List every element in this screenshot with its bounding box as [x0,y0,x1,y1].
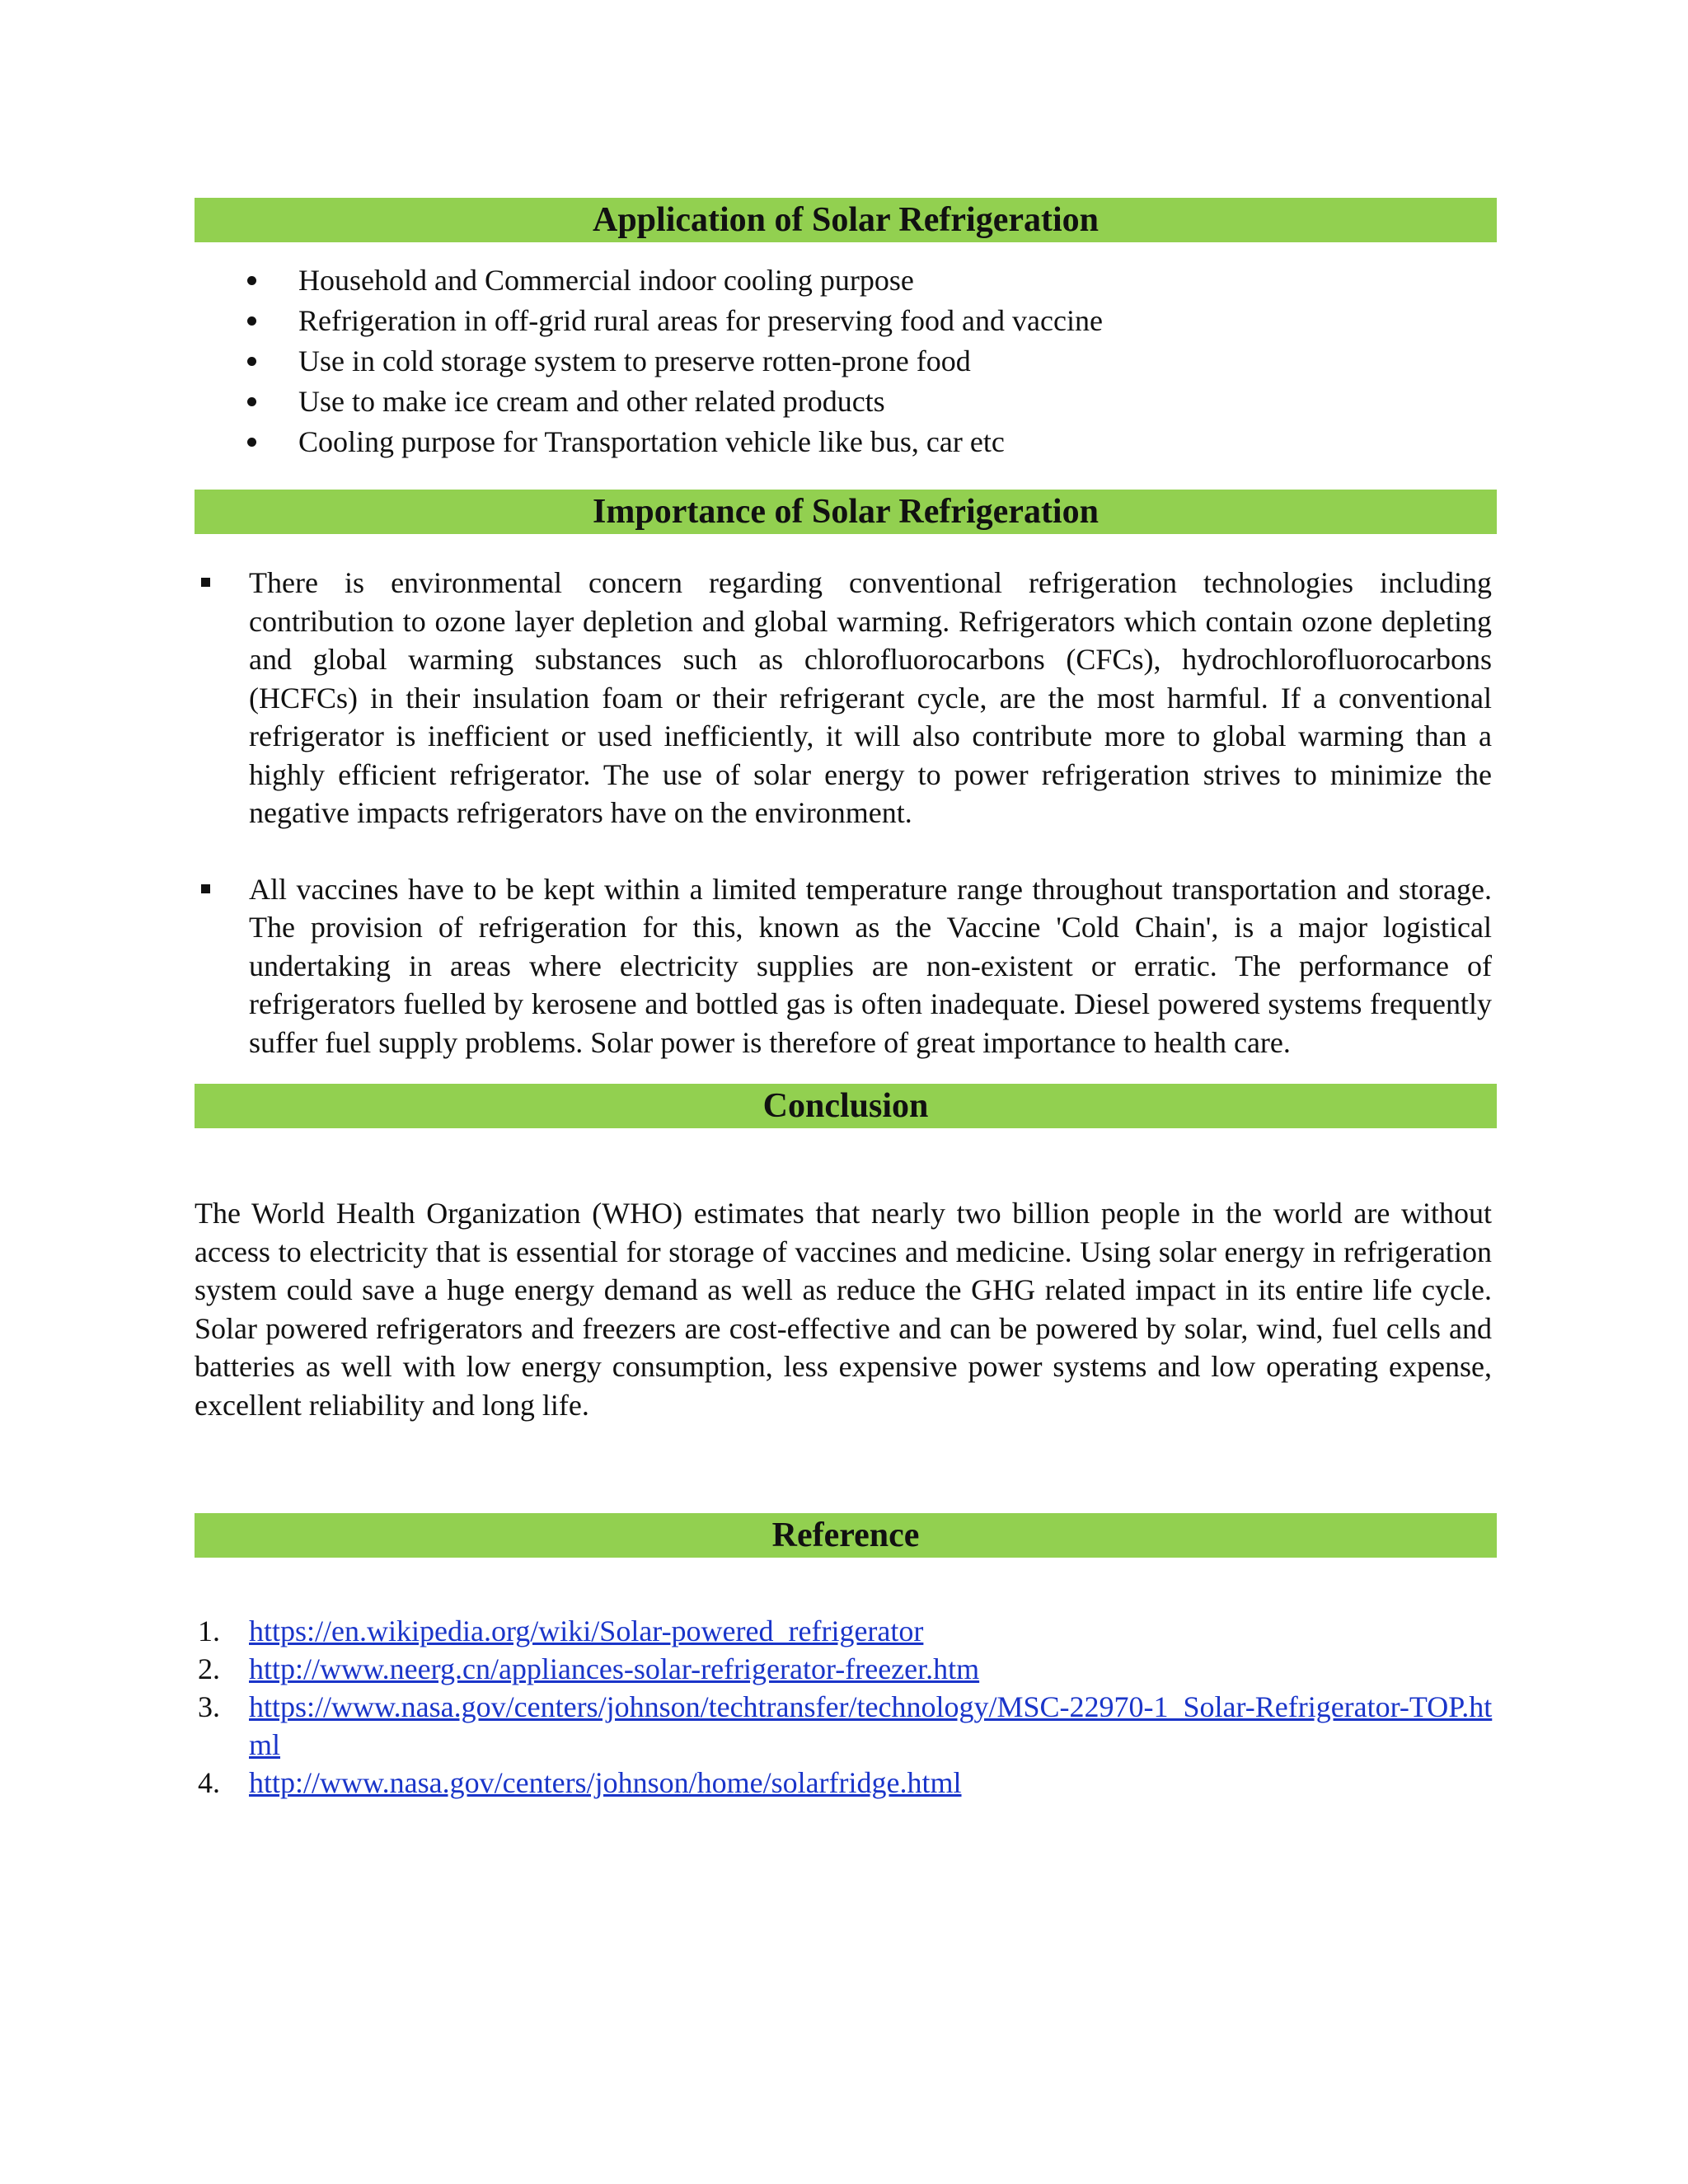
reference-number: 4. [198,1766,220,1799]
reference-number: 2. [198,1652,220,1685]
section-heading-application: Application of Solar Refrigeration [195,198,1497,242]
list-item [195,564,1497,832]
section-heading-reference: Reference [195,1513,1497,1558]
reference-link[interactable]: http://www.nasa.gov/centers/johnson/home/solarfridge.html [249,1766,962,1799]
list-item [195,382,1497,422]
list-item-text: Use to make ice cream and other related products [298,385,885,418]
list-item-text: Cooling purpose for Transportation vehicle like bus, car etc [298,425,1005,458]
list-item [195,260,1497,301]
list-item [195,1688,1497,1764]
reference-number: 3. [198,1690,220,1723]
reference-link[interactable]: http://www.neerg.cn/appliances-solar-refrigerator-freezer.htm [249,1652,980,1685]
list-item [195,301,1497,341]
reference-link[interactable]: https://en.wikipedia.org/wiki/Solar-powered_refrigerator [249,1615,924,1647]
reference-link[interactable]: https://www.nasa.gov/centers/johnson/techtransfer/technology/MSC-22970-1_Solar-Refrigerator-TOP.html [249,1690,1493,1761]
list-item-text: Refrigeration in off-grid rural areas for preserving food and vaccine [298,304,1103,337]
document-page [195,198,1497,1802]
list-item-text: Use in cold storage system to preserve rotten-prone food [298,344,971,377]
conclusion-paragraph: The World Health Organization (WHO) estimates that nearly two billion people in the world are without access to electricity that is essential for storage of vaccines and medicine. Using solar energy in refrigeration system could save a huge energy demand as well as reduce the GHG related impact in its entire life cycle. Solar powered refrigerators and freezers are cost-effective and can be powered by solar, wind, fuel cells and batteries as well with low energy consumption, less expensive power systems and low operating expense, excellent reliability and long life. [195,1197,1492,1422]
bullet-icon [247,316,256,326]
section-heading-conclusion: Conclusion [195,1084,1497,1128]
bullet-icon [247,276,256,285]
bullet-icon [247,438,256,447]
list-item [195,1612,1497,1650]
list-item-text: All vaccines have to be kept within a limited temperature range throughout transportation and storage. The provision of refrigeration for this, known as the Vaccine 'Cold Chain', is a major logistical undertaking in areas where electricity supplies are non-existent or erratic. The performance of refrigerators fuelled by kerosene and bottled gas is often inadequate. Diesel powered systems frequently suffer fuel supply problems. Solar power is therefore of great importance to health care. [249,872,1492,1059]
list-item [195,422,1497,462]
square-bullet-icon [201,884,210,893]
section-heading-importance: Importance of Solar Refrigeration [195,490,1497,534]
list-item [195,870,1497,1062]
reference-list [195,1612,1497,1802]
list-item [195,1764,1497,1802]
application-list [195,260,1497,462]
square-bullet-icon [201,578,210,587]
list-item [195,341,1497,382]
list-item [195,1650,1497,1688]
importance-list [195,564,1497,1062]
list-item-text: Household and Commercial indoor cooling purpose [298,264,914,297]
reference-number: 1. [198,1615,220,1647]
list-item-text: There is environmental concern regarding conventional refrigeration technologies including contribution to ozone layer depletion and global warming. Refrigerators which contain ozone depleting and global warming substances such as chlorofluorocarbons (CFCs), hydrochlorofluorocarbons (HCFCs) in their insulation foam or their refrigerant cycle, are the most harmful. If a conventional refrigerator is inefficient or used inefficiently, it will also contribute more to global warming than a highly efficient refrigerator. The use of solar energy to power refrigeration strives to minimize the negative impacts refrigerators have on the environment. [249,566,1492,829]
bullet-icon [247,357,256,366]
bullet-icon [247,397,256,406]
